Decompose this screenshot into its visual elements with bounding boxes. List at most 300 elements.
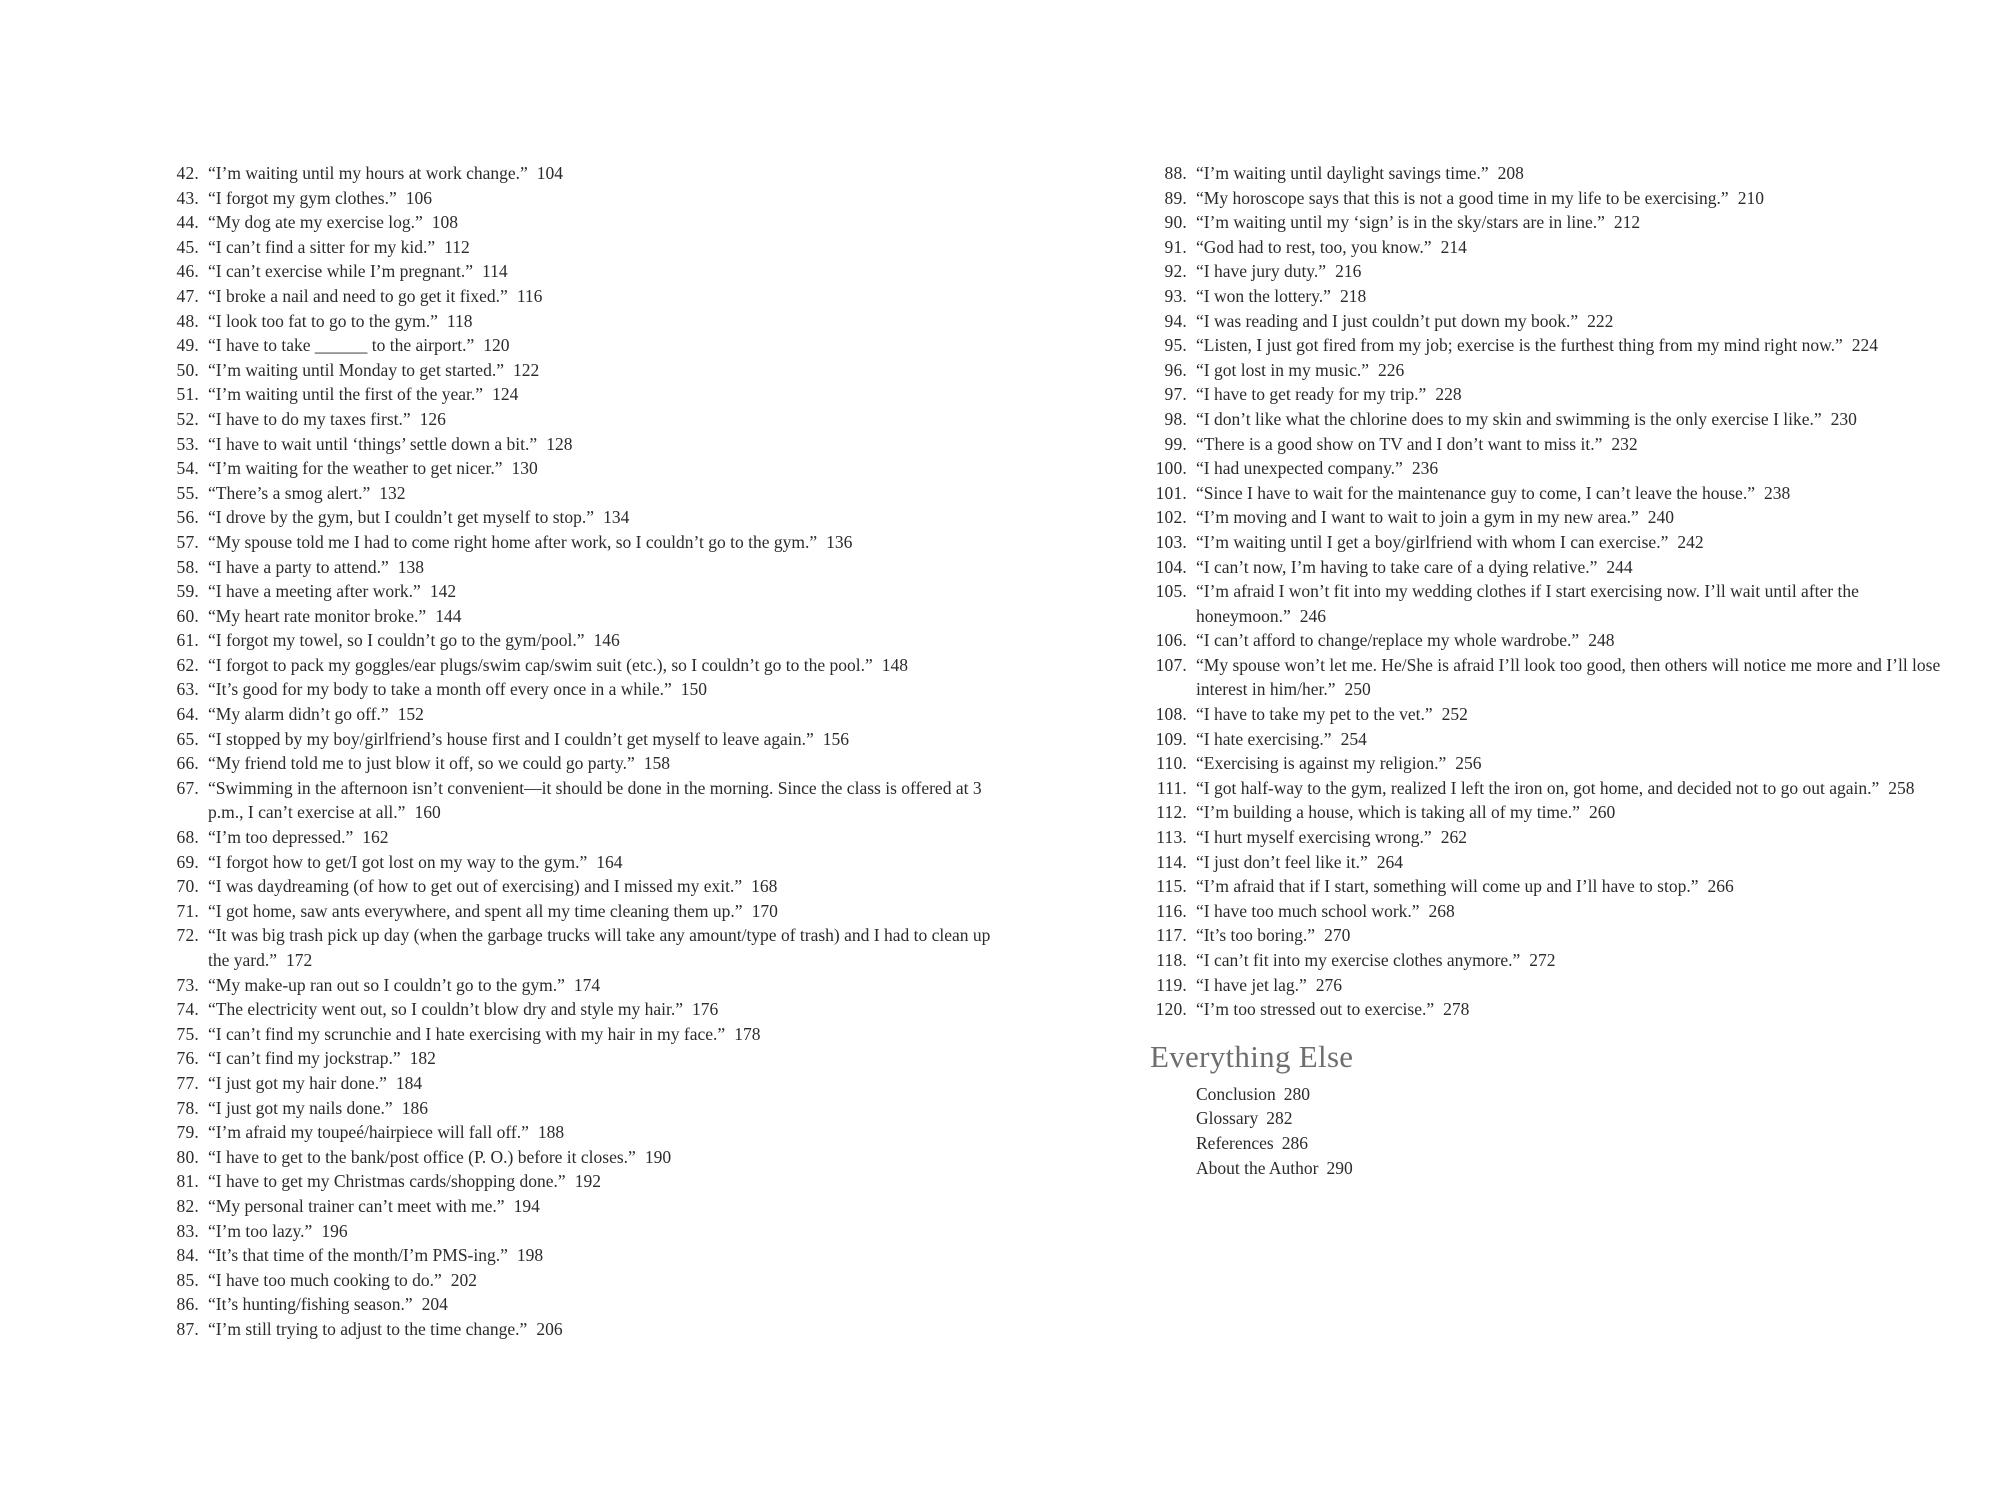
toc-item [170,259,1000,284]
toc-item [1150,751,1986,776]
toc-item [170,358,1000,383]
toc-item-text: “I have to take my pet to the vet.” [1196,704,1433,725]
toc-item-text: “I have to get my Christmas cards/shopping done.” [208,1171,566,1192]
toc-item-text: “I’m still trying to adjust to the time change.” [208,1318,528,1339]
toc-item [1150,235,1986,260]
toc-item-text: “I got home, saw ants everywhere, and spent all my time cleaning them up.” [208,900,743,921]
back-matter-label: Conclusion [1196,1083,1276,1104]
toc-item [1150,825,1986,850]
toc-item-entry [208,1194,1000,1219]
toc-item-text: “It’s that time of the month/I’m PMS-ing.” [208,1245,508,1266]
toc-item [1150,948,1986,973]
toc-item-text: “I just got my nails done.” [208,1097,393,1118]
back-matter-label: Glossary [1196,1108,1259,1129]
toc-item-text: “My spouse told me I had to come right home after work, so I couldn’t go to the gym.” [208,531,818,552]
toc-item-page: 188 [537,1122,565,1143]
toc-item-page: 270 [1324,925,1351,946]
toc-item [1150,284,1986,309]
toc-item-text: “I have jury duty.” [1196,261,1327,282]
toc-item-text: “I can’t find a sitter for my kid.” [208,236,436,257]
toc-item-text: “My horoscope says that this is not a good time in my life to be exercising.” [1196,187,1729,208]
toc-item-text: “I was daydreaming (of how to get out of exercising) and I missed my exit.” [208,876,743,897]
toc-item-text: “I have too much cooking to do.” [208,1269,442,1290]
toc-item-entry [1196,702,1986,727]
toc-item-page: 116 [516,285,543,306]
toc-item [170,579,1000,604]
everything-else-list [1150,1082,1986,1180]
toc-item-page: 232 [1611,433,1638,454]
toc-item-entry [208,235,1000,260]
toc-item-entry [1196,284,1986,309]
toc-item-entry [1196,800,1986,825]
toc-item [1150,309,1986,334]
toc-item-page: 230 [1830,408,1857,429]
toc-item-text: “I just got my hair done.” [208,1072,387,1093]
toc-item-entry [1196,407,1986,432]
toc-item-page: 244 [1606,556,1633,577]
toc-item-entry [208,530,1000,555]
toc-item-page: 160 [414,802,441,823]
back-matter-label: References [1196,1132,1274,1153]
toc-item [170,333,1000,358]
toc-item-entry [208,973,1000,998]
toc-item-page: 246 [1299,605,1327,626]
toc-item [170,973,1000,998]
toc-item-text: “I have to do my taxes first.” [208,408,411,429]
toc-item-entry [1196,997,1986,1022]
toc-item [170,874,1000,899]
toc-item [170,1145,1000,1170]
toc-item-number: 75. [176,1023,199,1044]
toc-item [1150,579,1986,628]
toc-item-page: 164 [596,851,623,872]
toc-item-page: 178 [734,1023,761,1044]
toc-item-text: “My spouse won’t let me. He/She is afraid I’ll look too good, then others will notice me more and I’ll lose interest in him/her.” [1196,654,1941,700]
toc-item-page: 190 [644,1146,672,1167]
toc-item-page: 216 [1335,261,1362,282]
toc-item [1150,555,1986,580]
toc-item [170,776,1000,825]
toc-item-page: 258 [1888,777,1915,798]
toc-item [170,432,1000,457]
toc-right-items [1150,161,1986,1022]
toc-item-number: 52. [176,408,199,429]
toc-item-entry [208,1317,1000,1342]
toc-item-page: 134 [603,507,630,528]
toc-item [170,1046,1000,1071]
toc-item-number: 102. [1155,507,1187,528]
toc-item-page: 144 [435,605,462,626]
toc-item-entry [1196,850,1986,875]
toc-item-entry [1196,825,1986,850]
toc-item-number: 68. [176,827,199,848]
toc-item-text: “I don’t like what the chlorine does to my skin and swimming is the only exercise I like.” [1196,408,1822,429]
toc-item-entry [208,579,1000,604]
toc-item [1150,456,1986,481]
toc-item-number: 100. [1155,458,1187,479]
toc-item-text: “I’m waiting until the first of the year.” [208,384,484,405]
toc-item-text: “The electricity went out, so I couldn’t blow dry and style my hair.” [208,999,683,1020]
toc-item-entry [208,874,1000,899]
toc-item [1150,702,1986,727]
toc-item [1150,727,1986,752]
toc-item-text: “There is a good show on TV and I don’t want to miss it.” [1196,433,1603,454]
toc-item-page: 184 [395,1072,423,1093]
toc-item-text: “Exercising is against my religion.” [1196,753,1447,774]
toc-item-page: 236 [1411,458,1439,479]
toc-item-number: 45. [176,236,199,257]
toc-item [170,210,1000,235]
toc-item-page: 256 [1455,753,1482,774]
toc-item-page: 168 [751,876,778,897]
toc-item-page: 182 [409,1048,436,1069]
toc-item [170,456,1000,481]
toc-item-text: “I’m afraid that if I start, something will come up and I’ll have to stop.” [1196,876,1699,897]
toc-item [1150,923,1986,948]
toc-item-page: 266 [1707,876,1734,897]
toc-item-text: “Since I have to wait for the maintenance guy to come, I can’t leave the house.” [1196,482,1755,503]
toc-item-entry [1196,751,1986,776]
toc-item-entry [1196,555,1986,580]
toc-item-text: “I was reading and I just couldn’t put down my book.” [1196,310,1579,331]
toc-item-number: 97. [1164,384,1187,405]
toc-item-page: 254 [1340,728,1367,749]
toc-item-text: “I’m waiting until Monday to get started.” [208,359,504,380]
toc-item [1150,973,1986,998]
toc-left-column [170,161,1000,1342]
toc-item-text: “I have a meeting after work.” [208,581,421,602]
toc-item-number: 113. [1156,827,1187,848]
toc-item-number: 106. [1155,630,1187,651]
toc-item-text: “I have jet lag.” [1196,974,1307,995]
toc-item-page: 250 [1344,679,1371,700]
toc-item-number: 51. [176,384,199,405]
toc-item [1150,259,1986,284]
toc-item [170,1194,1000,1219]
toc-item [170,850,1000,875]
toc-item-number: 94. [1164,310,1187,331]
toc-item [1150,407,1986,432]
toc-item [170,1120,1000,1145]
toc-item-text: “I have to take ______ to the airport.” [208,335,475,356]
toc-item-entry [1196,309,1986,334]
toc-item-text: “I can’t find my jockstrap.” [208,1048,401,1069]
toc-item-text: “I can’t now, I’m having to take care of a dying relative.” [1196,556,1598,577]
toc-item-text: “I can’t find my scrunchie and I hate exercising with my hair in my face.” [208,1023,726,1044]
toc-item-text: “I got lost in my music.” [1196,359,1370,380]
toc-item-page: 212 [1613,212,1641,233]
toc-item [170,407,1000,432]
toc-item [1150,210,1986,235]
toc-item-page: 120 [483,335,510,356]
toc-item-text: “I can’t afford to change/replace my whole wardrobe.” [1196,630,1580,651]
toc-item-entry [1196,161,1986,186]
toc-item-page: 128 [546,433,573,454]
toc-item-text: “My make-up ran out so I couldn’t go to the gym.” [208,974,565,995]
toc-item-number: 77. [176,1072,199,1093]
toc-item-entry [208,751,1000,776]
toc-item-page: 118 [446,310,473,331]
toc-item-entry [208,899,1000,924]
toc-item-page: 132 [379,482,406,503]
toc-item-page: 158 [643,753,670,774]
toc-item-entry [208,702,1000,727]
toc-item-text: “I’m moving and I want to wait to join a gym in my new area.” [1196,507,1639,528]
toc-item-entry [208,1268,1000,1293]
toc-item-entry [1196,186,1986,211]
toc-item-text: “I’m waiting until I get a boy/girlfriend with whom I can exercise.” [1196,531,1669,552]
toc-item-entry [208,555,1000,580]
toc-item-text: “There’s a smog alert.” [208,482,371,503]
toc-item [170,1169,1000,1194]
toc-item-entry [1196,727,1986,752]
toc-item-number: 87. [176,1318,199,1339]
toc-item-entry [208,210,1000,235]
toc-item-entry [1196,382,1986,407]
toc-item-text: “It’s good for my body to take a month off every once in a while.” [208,679,672,700]
toc-item [170,1243,1000,1268]
toc-item-page: 224 [1851,335,1878,356]
toc-item-number: 48. [176,310,199,331]
toc-item-entry [208,1071,1000,1096]
toc-item-entry [208,259,1000,284]
toc-item-number: 85. [176,1269,199,1290]
toc-item [1150,800,1986,825]
toc-item-page: 222 [1587,310,1614,331]
toc-item-number: 50. [176,359,199,380]
toc-item-text: “It was big trash pick up day (when the garbage trucks will take any amount/type of trash) and I had to clean up the yard.” [208,925,991,970]
toc-item-entry [208,481,1000,506]
toc-item-entry [208,653,1000,678]
toc-item-number: 62. [176,654,199,675]
toc-item-page: 260 [1588,802,1616,823]
back-matter-page: 280 [1283,1083,1310,1104]
toc-item [170,825,1000,850]
toc-item-page: 206 [536,1318,563,1339]
back-matter-label: About the Author [1196,1157,1319,1178]
toc-item-text: “My friend told me to just blow it off, so we could go party.” [208,753,635,774]
toc-item [170,555,1000,580]
toc-item-number: 57. [176,531,199,552]
toc-item-entry [208,505,1000,530]
toc-item-text: “I have to get ready for my trip.” [1196,384,1427,405]
toc-item-number: 84. [176,1245,199,1266]
toc-item-entry [208,333,1000,358]
toc-item-page: 124 [492,384,519,405]
toc-item-page: 114 [481,261,508,282]
toc-item-text: “I have a party to attend.” [208,556,389,577]
toc-item-number: 42. [176,163,199,183]
toc-item-entry [1196,899,1986,924]
toc-item-number: 63. [176,679,199,700]
toc-right-column [1150,161,1986,1180]
toc-item-page: 214 [1440,236,1467,257]
toc-item-entry [208,923,1000,972]
toc-item-page: 122 [512,359,540,380]
toc-item [1150,186,1986,211]
toc-item-number: 120. [1155,999,1187,1020]
toc-item-page: 248 [1588,630,1615,651]
toc-item [170,1096,1000,1121]
toc-item-number: 55. [176,482,199,503]
toc-item-page: 138 [397,556,424,577]
toc-item [1150,481,1986,506]
toc-item-number: 81. [176,1171,199,1192]
toc-item-text: “My alarm didn’t go off.” [208,704,389,725]
toc-item-page: 174 [573,974,601,995]
toc-item-number: 99. [1164,433,1187,454]
toc-item-text: “I stopped by my boy/girlfriend’s house first and I couldn’t get myself to leave again.” [208,728,814,749]
toc-item-entry [208,1169,1000,1194]
toc-item-number: 93. [1164,285,1187,306]
toc-item-number: 115. [1156,876,1187,897]
toc-item-number: 108. [1155,704,1187,725]
toc-item-entry [208,1096,1000,1121]
toc-item-entry [208,776,1000,825]
toc-item-number: 118. [1156,950,1187,970]
toc-item-number: 59. [176,581,199,602]
toc-item-entry [208,1046,1000,1071]
toc-item-entry [1196,432,1986,457]
toc-item [1150,161,1986,186]
toc-item [1150,653,1986,702]
toc-item-text: “I’m too depressed.” [208,827,354,848]
toc-item-entry [1196,874,1986,899]
toc-item-number: 58. [176,556,199,577]
toc-item-number: 105. [1155,581,1187,602]
toc-item-entry [1196,456,1986,481]
toc-item-text: “I drove by the gym, but I couldn’t get myself to stop.” [208,507,595,528]
toc-item-number: 54. [176,458,199,479]
toc-item-number: 80. [176,1146,199,1167]
toc-item-entry [208,727,1000,752]
toc-item [170,702,1000,727]
toc-item [170,751,1000,776]
toc-item-entry [208,358,1000,383]
toc-item-number: 107. [1155,654,1187,675]
toc-item-page: 148 [881,654,908,675]
toc-item-text: “I have too much school work.” [1196,900,1420,921]
toc-item-number: 117. [1156,925,1187,946]
toc-item-text: “I’m afraid my toupeé/hairpiece will fall off.” [208,1122,529,1143]
toc-item-text: “I look too fat to go to the gym.” [208,310,438,331]
toc-item-text: “I just don’t feel like it.” [1196,851,1368,872]
toc-item-text: “I’m waiting until my hours at work change.” [208,163,528,183]
toc-item-number: 66. [176,753,199,774]
toc-item-entry [208,825,1000,850]
toc-item-text: “I can’t fit into my exercise clothes anymore.” [1196,950,1521,970]
toc-item-text: “I have to wait until ‘things’ settle down a bit.” [208,433,538,454]
toc-item-page: 156 [822,728,849,749]
toc-item-number: 96. [1164,359,1187,380]
toc-item-number: 103. [1155,531,1187,552]
toc-item [170,1292,1000,1317]
toc-item-number: 67. [176,777,199,798]
toc-item-entry [208,186,1000,211]
toc-item-text: “I’m afraid I won’t fit into my wedding clothes if I start exercising now. I’ll wait until after the honeymoon.” [1196,581,1859,626]
toc-item-text: “I forgot to pack my goggles/ear plugs/swim cap/swim suit (etc.), so I couldn’t go to the pool.” [208,654,873,675]
toc-item-number: 110. [1156,753,1187,774]
toc-item-number: 60. [176,605,199,626]
toc-item-entry [1196,333,1986,358]
toc-item-entry [208,677,1000,702]
toc-item [170,653,1000,678]
toc-item-text: “I’m waiting until daylight savings time.” [1196,163,1489,183]
toc-item-page: 172 [286,950,313,970]
back-matter-page: 290 [1326,1157,1353,1178]
back-matter-page: 286 [1281,1132,1308,1153]
toc-item-entry [208,1120,1000,1145]
toc-item [170,727,1000,752]
toc-item-number: 53. [176,433,199,454]
toc-item-number: 114. [1156,851,1187,872]
toc-item-number: 88. [1164,163,1187,183]
toc-item-number: 65. [176,728,199,749]
toc-item-text: “It’s hunting/fishing season.” [208,1294,413,1315]
toc-item-entry [208,1022,1000,1047]
toc-item-text: “I’m building a house, which is taking all of my time.” [1196,802,1580,823]
toc-item [170,923,1000,972]
toc-item-entry [208,628,1000,653]
toc-item-page: 242 [1677,531,1704,552]
toc-item-page: 226 [1378,359,1405,380]
toc-item-page: 142 [429,581,457,602]
toc-item-text: “I hate exercising.” [1196,728,1332,749]
toc-item-page: 252 [1441,704,1468,725]
toc-item-entry [1196,776,1986,801]
toc-item [170,899,1000,924]
toc-item-page: 150 [680,679,708,700]
toc-item-number: 92. [1164,261,1187,282]
toc-item-page: 228 [1435,384,1462,405]
toc-item-page: 218 [1339,285,1367,306]
toc-item-entry [1196,505,1986,530]
toc-item-page: 202 [450,1269,478,1290]
toc-item-number: 74. [176,999,199,1020]
toc-item [1150,530,1986,555]
toc-item-entry [1196,973,1986,998]
toc-item-entry [208,1292,1000,1317]
toc-item-entry [208,382,1000,407]
toc-item [170,481,1000,506]
toc-item-number: 61. [176,630,199,651]
everything-else-heading: Everything Else [1150,1038,1354,1074]
toc-item-text: “I can’t exercise while I’m pregnant.” [208,261,473,282]
toc-item-number: 71. [176,900,199,921]
toc-item [1150,333,1986,358]
toc-item-number: 83. [176,1220,199,1241]
toc-item-number: 109. [1155,728,1187,749]
toc-item-text: “I forgot my towel, so I couldn’t go to the gym/pool.” [208,630,585,651]
toc-item-number: 64. [176,704,199,725]
toc-item [170,505,1000,530]
toc-item-text: “My dog ate my exercise log.” [208,212,423,233]
toc-item-number: 89. [1164,187,1187,208]
toc-item-number: 69. [176,851,199,872]
toc-item-page: 136 [826,531,853,552]
toc-item-entry [1196,579,1986,628]
toc-item-entry [208,161,1000,186]
toc-item [170,284,1000,309]
toc-item-number: 82. [176,1195,199,1216]
toc-item-entry [208,309,1000,334]
toc-item-page: 208 [1497,163,1524,183]
toc-item-text: “Swimming in the afternoon isn’t convenient—it should be done in the morning. Since the class is offered at 3 p.m., I can’t exercise at all.” [208,777,982,823]
toc-item [170,1268,1000,1293]
toc-item [1150,997,1986,1022]
toc-item-page: 194 [513,1195,540,1216]
toc-item-text: “Listen, I just got fired from my job; exercise is the furthest thing from my mind right now.” [1196,335,1843,356]
